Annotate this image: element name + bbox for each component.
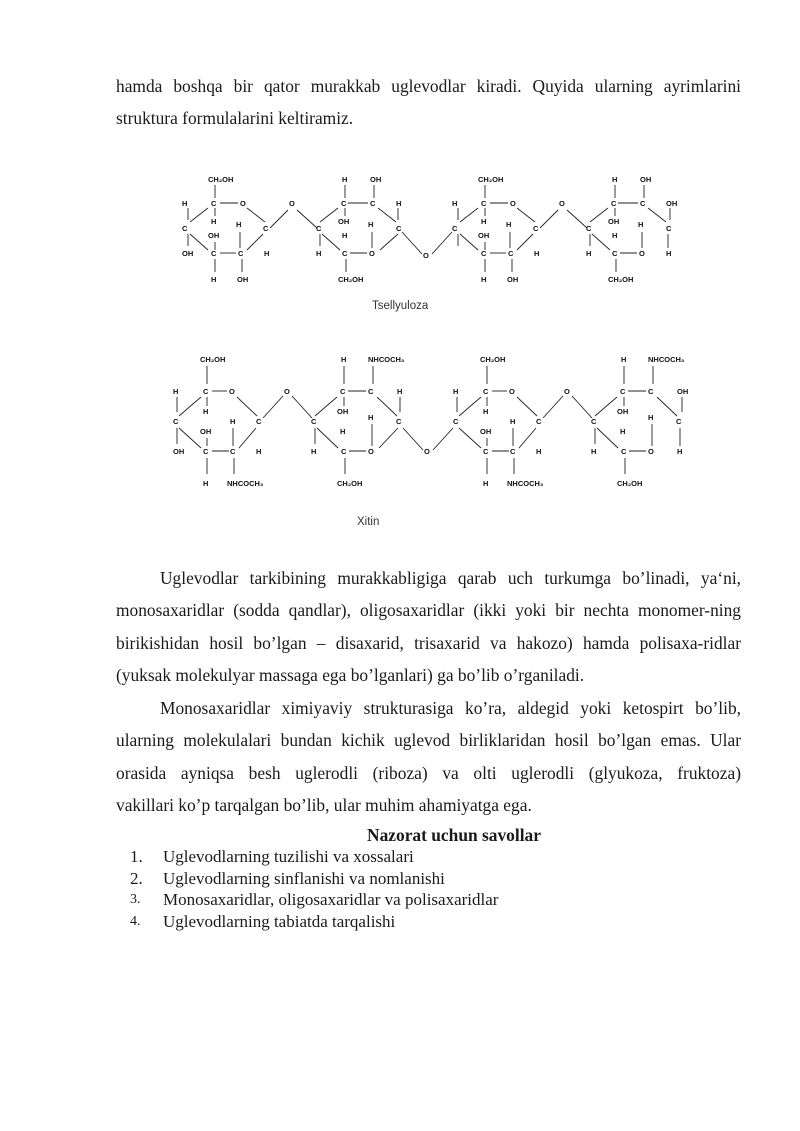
atom-label: H bbox=[311, 447, 317, 456]
atom-label: OH bbox=[677, 387, 689, 396]
atom-label: C bbox=[396, 224, 402, 233]
paragraph-line: Monosaxaridlar ximiyaviy strukturasiga ko’ra, aldegid yoki ketospirt bo’lib, bbox=[160, 698, 741, 718]
atom-label: H bbox=[397, 387, 403, 396]
atom-label: H bbox=[264, 249, 270, 258]
intro-line-1: hamda boshqa bir qator murakkab uglevodlar kiradi. Quyida ularning ayrimlarini bbox=[116, 76, 741, 96]
atom-label: H bbox=[173, 387, 179, 396]
atom-label: H bbox=[340, 427, 346, 436]
atom-label: OH bbox=[640, 175, 652, 184]
atom-label: H bbox=[236, 220, 242, 229]
atom-label: C bbox=[533, 224, 539, 233]
list-text: Uglevodlarning sinflanishi va nomlanishi bbox=[163, 868, 445, 888]
atom-label: C bbox=[510, 447, 516, 456]
list-item bbox=[130, 868, 498, 890]
atom-label: H bbox=[211, 275, 217, 284]
chitin-ring-2 bbox=[311, 355, 405, 488]
atom-label: OH bbox=[208, 231, 220, 240]
atom-label: C bbox=[203, 387, 209, 396]
monosaccharides-paragraph bbox=[116, 692, 741, 821]
glycosidic-oxygen: O bbox=[424, 447, 430, 456]
cellulose-caption: Tsellyuloza bbox=[372, 300, 429, 312]
atom-label: C bbox=[173, 417, 179, 426]
atom-label: O bbox=[639, 249, 645, 258]
cellulose-structure-figure bbox=[160, 170, 700, 290]
atom-label: H bbox=[586, 249, 592, 258]
atom-label: C bbox=[211, 249, 217, 258]
atom-label: NHCOCH₃ bbox=[368, 355, 405, 364]
intro-line-2: struktura formulalarini keltiramiz. bbox=[116, 108, 354, 129]
atom-label: OH bbox=[182, 249, 194, 258]
atom-label: C bbox=[396, 417, 402, 426]
atom-label: C bbox=[316, 224, 322, 233]
atom-label: CH₂OH bbox=[200, 355, 226, 364]
paragraph-line: (yuksak molekulyar massaga ega bo’lganlari) ga bo’lib o’rganiladi. bbox=[116, 664, 585, 685]
glycosidic-oxygen: O bbox=[423, 251, 429, 260]
atom-label: H bbox=[211, 217, 217, 226]
chitin-ring-3 bbox=[453, 355, 544, 488]
atom-label: H bbox=[453, 387, 459, 396]
list-text: Monosaxaridlar, oligosaxaridlar va polisaxaridlar bbox=[163, 890, 499, 909]
atom-label: OH bbox=[478, 231, 490, 240]
atom-label: C bbox=[211, 199, 217, 208]
atom-label: C bbox=[620, 387, 626, 396]
atom-label: H bbox=[182, 199, 188, 208]
paragraph-line: orasida ayniqsa besh uglerodli (riboza) va olti uglerodli (glyukoza, fruktoza) bbox=[116, 762, 741, 783]
atom-label: C bbox=[640, 199, 646, 208]
atom-label: C bbox=[453, 417, 459, 426]
atom-label: C bbox=[182, 224, 188, 233]
atom-label: OH bbox=[608, 217, 620, 226]
atom-label: C bbox=[591, 417, 597, 426]
list-number: 2. bbox=[130, 868, 143, 888]
atom-label: C bbox=[483, 387, 489, 396]
atom-label: CH₂OH bbox=[338, 275, 364, 284]
atom-label: O bbox=[648, 447, 654, 456]
atom-label: H bbox=[620, 427, 626, 436]
glycosidic-oxygen: O bbox=[289, 199, 295, 208]
paragraph-line: vakillari ko’p tarqalgan bo’lib, ular muhim ahamiyatga ega. bbox=[116, 794, 532, 815]
atom-label: H bbox=[368, 413, 374, 422]
atom-label: C bbox=[648, 387, 654, 396]
atom-label: H bbox=[256, 447, 262, 456]
chitin-ring-1 bbox=[173, 355, 264, 488]
list-text: Uglevodlarning tabiatda tarqalishi bbox=[163, 911, 396, 931]
atom-label: H bbox=[483, 407, 489, 416]
atom-label: H bbox=[536, 447, 542, 456]
atom-label: C bbox=[508, 249, 514, 258]
atom-label: C bbox=[452, 224, 458, 233]
list-number: 4. bbox=[130, 913, 141, 929]
atom-label: C bbox=[340, 387, 346, 396]
atom-label: NHCOCH₃ bbox=[507, 479, 544, 488]
atom-label: C bbox=[676, 417, 682, 426]
atom-label: C bbox=[611, 199, 617, 208]
atom-label: C bbox=[612, 249, 618, 258]
atom-label: H bbox=[506, 220, 512, 229]
paragraph-line: monosaxaridlar (sodda qandlar), oligosaxaridlar (ikki yoki bir nechta monomer-ning bbox=[116, 600, 741, 621]
list-item bbox=[130, 889, 498, 911]
atom-label: H bbox=[648, 413, 654, 422]
glycosidic-oxygen: O bbox=[284, 387, 290, 396]
glycosidic-oxygen: O bbox=[559, 199, 565, 208]
cellulose-ring-2 bbox=[316, 175, 402, 284]
atom-label: OH bbox=[617, 407, 629, 416]
atom-label: H bbox=[341, 355, 347, 364]
atom-label: H bbox=[666, 249, 672, 258]
atom-label: NHCOCH₃ bbox=[227, 479, 264, 488]
atom-label: C bbox=[666, 224, 672, 233]
atom-label: H bbox=[452, 199, 458, 208]
atom-label: H bbox=[230, 417, 236, 426]
atom-label: CH₂OH bbox=[337, 479, 363, 488]
atom-label: C bbox=[342, 249, 348, 258]
chitin-caption: Xitin bbox=[357, 516, 380, 528]
atom-label: H bbox=[483, 479, 489, 488]
atom-label: H bbox=[612, 231, 618, 240]
atom-label: CH₂OH bbox=[608, 275, 634, 284]
atom-label: CH₂OH bbox=[617, 479, 643, 488]
atom-label: O bbox=[229, 387, 235, 396]
chitin-ring-4 bbox=[591, 355, 688, 488]
atom-label: H bbox=[203, 407, 209, 416]
atom-label: H bbox=[342, 231, 348, 240]
atom-label: C bbox=[370, 199, 376, 208]
atom-label: C bbox=[203, 447, 209, 456]
atom-label: C bbox=[238, 249, 244, 258]
atom-label: OH bbox=[338, 217, 350, 226]
atom-label: H bbox=[396, 199, 402, 208]
questions-title: Nazorat uchun savollar bbox=[367, 825, 541, 845]
atom-label: C bbox=[483, 447, 489, 456]
questions-list bbox=[130, 846, 498, 932]
glycosidic-oxygen: O bbox=[564, 387, 570, 396]
classification-paragraph bbox=[116, 562, 741, 691]
atom-label: H bbox=[621, 355, 627, 364]
atom-label: O bbox=[509, 387, 515, 396]
atom-label: OH bbox=[237, 275, 249, 284]
list-number: 1. bbox=[130, 847, 143, 866]
atom-label: OH bbox=[480, 427, 492, 436]
cellulose-ring-1 bbox=[182, 175, 269, 284]
atom-label: C bbox=[311, 417, 317, 426]
atom-label: CH₂OH bbox=[478, 175, 504, 184]
atom-label: CH₂OH bbox=[480, 355, 506, 364]
atom-label: C bbox=[621, 447, 627, 456]
atom-label: H bbox=[638, 220, 644, 229]
atom-label: OH bbox=[507, 275, 519, 284]
atom-label: C bbox=[368, 387, 374, 396]
atom-label: C bbox=[481, 249, 487, 258]
atom-label: H bbox=[612, 175, 618, 184]
paragraph-line: ularning molekulalari bundan kichik uglevod birliklaridan hosil bo’lgan emas. Ular bbox=[116, 730, 741, 751]
atom-label: C bbox=[341, 199, 347, 208]
atom-label: H bbox=[481, 217, 487, 226]
atom-label: C bbox=[341, 447, 347, 456]
atom-label: H bbox=[316, 249, 322, 258]
list-number: 3. bbox=[130, 892, 141, 907]
atom-label: CH₂OH bbox=[208, 175, 234, 184]
cellulose-ring-4 bbox=[586, 175, 677, 284]
atom-label: OH bbox=[370, 175, 382, 184]
atom-label: OH bbox=[666, 199, 678, 208]
atom-label: H bbox=[481, 275, 487, 284]
atom-label: NHCOCH₃ bbox=[648, 355, 685, 364]
atom-label: C bbox=[256, 417, 262, 426]
atom-label: C bbox=[586, 224, 592, 233]
paragraph-line: birikishidan hosil bo’lgan – disaxarid, trisaxarid va hakozo) hamda polisaxa-ridlar bbox=[116, 632, 741, 653]
atom-label: H bbox=[677, 447, 683, 456]
atom-label: C bbox=[230, 447, 236, 456]
atom-label: H bbox=[342, 175, 348, 184]
atom-label: H bbox=[591, 447, 597, 456]
list-text: Uglevodlarning tuzilishi va xossalari bbox=[163, 847, 414, 866]
atom-label: H bbox=[368, 220, 374, 229]
atom-label: OH bbox=[200, 427, 212, 436]
intro-paragraph bbox=[116, 70, 741, 135]
atom-label: H bbox=[510, 417, 516, 426]
atom-label: H bbox=[534, 249, 540, 258]
atom-label: OH bbox=[337, 407, 349, 416]
atom-label: H bbox=[203, 479, 209, 488]
list-item bbox=[130, 846, 498, 868]
atom-label: OH bbox=[173, 447, 185, 456]
atom-label: O bbox=[240, 199, 246, 208]
atom-label: C bbox=[536, 417, 542, 426]
chitin-structure-figure bbox=[165, 350, 705, 495]
cellulose-ring-3 bbox=[452, 175, 539, 284]
list-item bbox=[130, 911, 498, 933]
atom-label: O bbox=[369, 249, 375, 258]
atom-label: O bbox=[510, 199, 516, 208]
atom-label: O bbox=[368, 447, 374, 456]
paragraph-line: Uglevodlar tarkibining murakkabligiga qarab uch turkumga bo’linadi, ya‘ni, bbox=[160, 568, 741, 588]
atom-label: C bbox=[481, 199, 487, 208]
atom-label: C bbox=[263, 224, 269, 233]
